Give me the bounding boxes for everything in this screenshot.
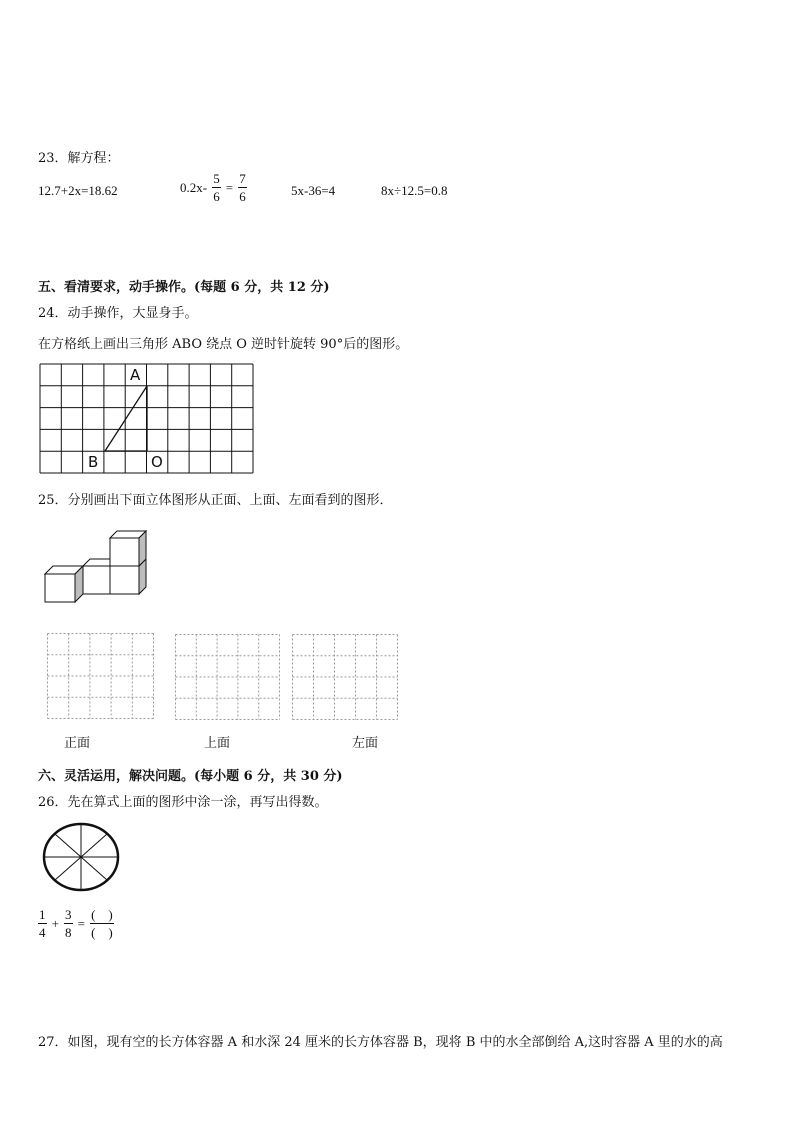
point-b-label: B: [88, 453, 99, 471]
segment-a-b: [105, 386, 147, 451]
fraction-denominator: 6: [239, 189, 246, 204]
question-27-text: 27．如图，现有空的长方体容器 A 和水深 24 厘米的长方体容器 B，现将 B 中的水全部倒给 A,这时容器 A 里的水的高: [38, 1035, 723, 1050]
left-view-label: 左面: [352, 736, 379, 751]
fraction-numerator: 1: [39, 907, 46, 922]
cube-figure: [40, 526, 152, 606]
equation-3: 5x-36=4: [291, 183, 336, 198]
fraction-1-4: [38, 908, 47, 939]
plus-sign: +: [51, 916, 59, 931]
fraction-denominator: 6: [213, 189, 220, 204]
fraction-numerator: 5: [213, 171, 220, 186]
answer-fraction: [90, 908, 114, 939]
point-a-label: A: [130, 366, 141, 384]
fraction-denominator: 8: [65, 925, 72, 940]
question-25-title: 25．分别画出下面立体图形从正面、上面、左面看到的图形．: [38, 493, 393, 508]
answer-denominator-blank: ( ): [91, 925, 113, 940]
equation-2: [180, 172, 247, 203]
fraction-denominator: 4: [39, 925, 46, 940]
front-view-label: 正面: [64, 736, 91, 751]
section-6-heading: 六、灵活运用，解决问题。(每小题 6 分，共 30 分): [38, 769, 343, 784]
question-24-title: 24．动手操作，大显身手。: [38, 306, 198, 321]
grid-paper: [40, 364, 254, 474]
point-o-label: O: [151, 453, 163, 471]
question-26-title: 26．先在算式上面的图形中涂一涂，再写出得数。: [38, 795, 328, 810]
front-view-grid: [47, 633, 154, 719]
fraction-sum-expression: [38, 908, 114, 939]
top-view-label: 上面: [204, 736, 231, 751]
equation-4: 8x÷12.5=0.8: [381, 183, 448, 198]
equals-sign: =: [225, 180, 234, 195]
fraction-numerator: 3: [65, 907, 72, 922]
fraction-numerator: 7: [239, 171, 246, 186]
circle-eighths-figure: [42, 822, 122, 892]
section-5-heading: 五、看清要求，动手操作。(每题 6 分，共 12 分): [38, 280, 330, 295]
equals-sign: =: [77, 916, 85, 931]
equation-2-prefix: 0.2x-: [180, 180, 208, 195]
fraction-7-6: [238, 172, 247, 203]
equation-1: 12.7+2x=18.62: [38, 183, 118, 198]
question-23-title: 23．解方程：: [38, 151, 120, 166]
answer-numerator-blank: ( ): [91, 907, 113, 922]
fraction-5-6: [212, 172, 221, 203]
fraction-3-8: [64, 908, 73, 939]
top-view-grid: [175, 634, 280, 720]
left-view-grid: [292, 634, 398, 720]
question-24-instruction: 在方格纸上画出三角形 ABO 绕点 O 逆时针旋转 90°后的图形。: [38, 337, 409, 352]
